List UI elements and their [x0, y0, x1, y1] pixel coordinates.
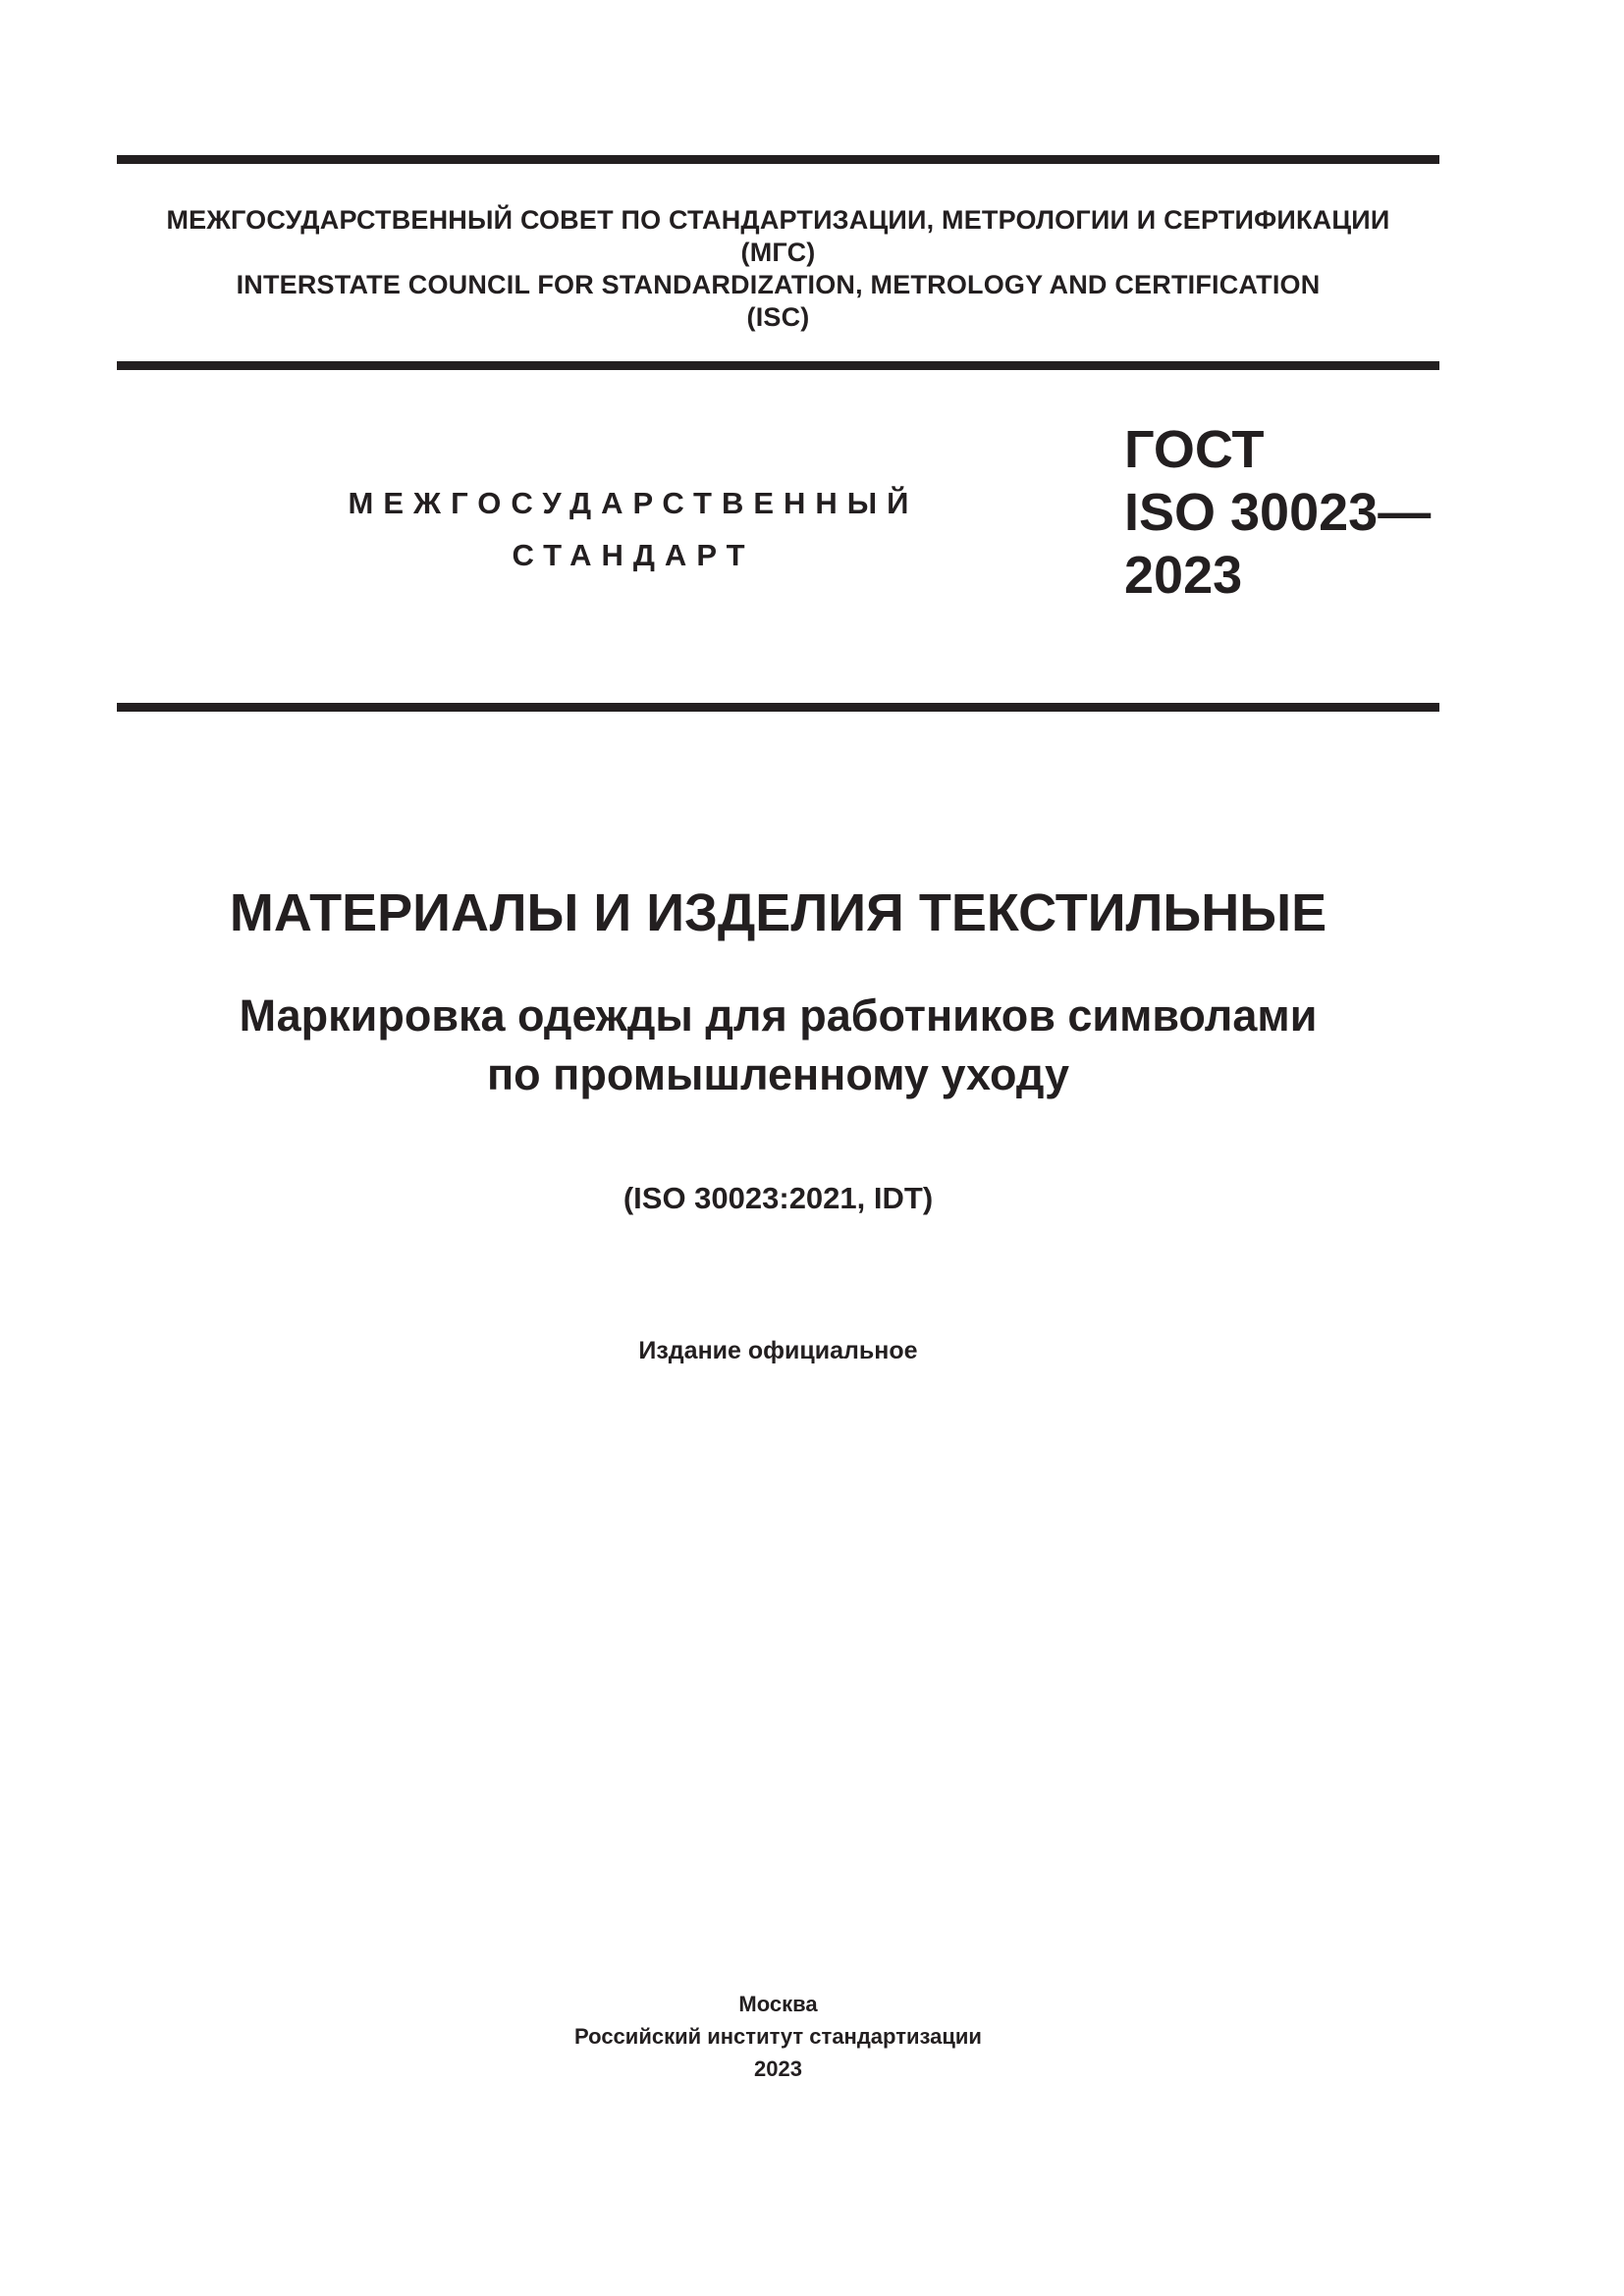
imprint-publisher: Российский институт стандартизации: [574, 2024, 982, 2049]
council-header: [117, 204, 1439, 334]
council-name-en: INTERSTATE COUNCIL FOR STANDARDIZATION, METROLOGY AND CERTIFICATION: [236, 270, 1321, 299]
edition-label: Издание официальное: [638, 1337, 918, 1364]
top-divider: [117, 155, 1439, 164]
designation-line1: ГОСТ: [1124, 420, 1265, 479]
council-abbr-ru: (МГС): [740, 238, 816, 267]
iso-reference: (ISO 30023:2021, IDT): [623, 1181, 934, 1215]
header-divider: [117, 703, 1439, 712]
imprint-city: Москва: [738, 1992, 818, 2016]
standard-designation: [1124, 418, 1431, 607]
subtitle-line2: по промышленному уходу: [487, 1049, 1069, 1099]
standard-type-line2: СТАНДАРТ: [512, 538, 755, 572]
document-subtitle: [117, 987, 1439, 1104]
subtitle-line1: Маркировка одежды для работников символами: [239, 990, 1318, 1041]
imprint-year: 2023: [754, 2056, 802, 2081]
council-name-ru: МЕЖГОСУДАРСТВЕННЫЙ СОВЕТ ПО СТАНДАРТИЗАЦИИ, МЕТРОЛОГИИ И СЕРТИФИКАЦИИ: [166, 205, 1390, 235]
council-divider: [117, 361, 1439, 370]
standard-type: [285, 477, 982, 581]
designation-line2: ISO 30023—: [1124, 483, 1432, 542]
imprint: [117, 1988, 1439, 2085]
standard-type-line1: МЕЖГОСУДАРСТВЕННЫЙ: [348, 486, 919, 520]
designation-line3: 2023: [1124, 546, 1243, 605]
council-abbr-en: (ISC): [746, 302, 810, 332]
document-title: МАТЕРИАЛЫ И ИЗДЕЛИЯ ТЕКСТИЛЬНЫЕ: [229, 883, 1327, 942]
